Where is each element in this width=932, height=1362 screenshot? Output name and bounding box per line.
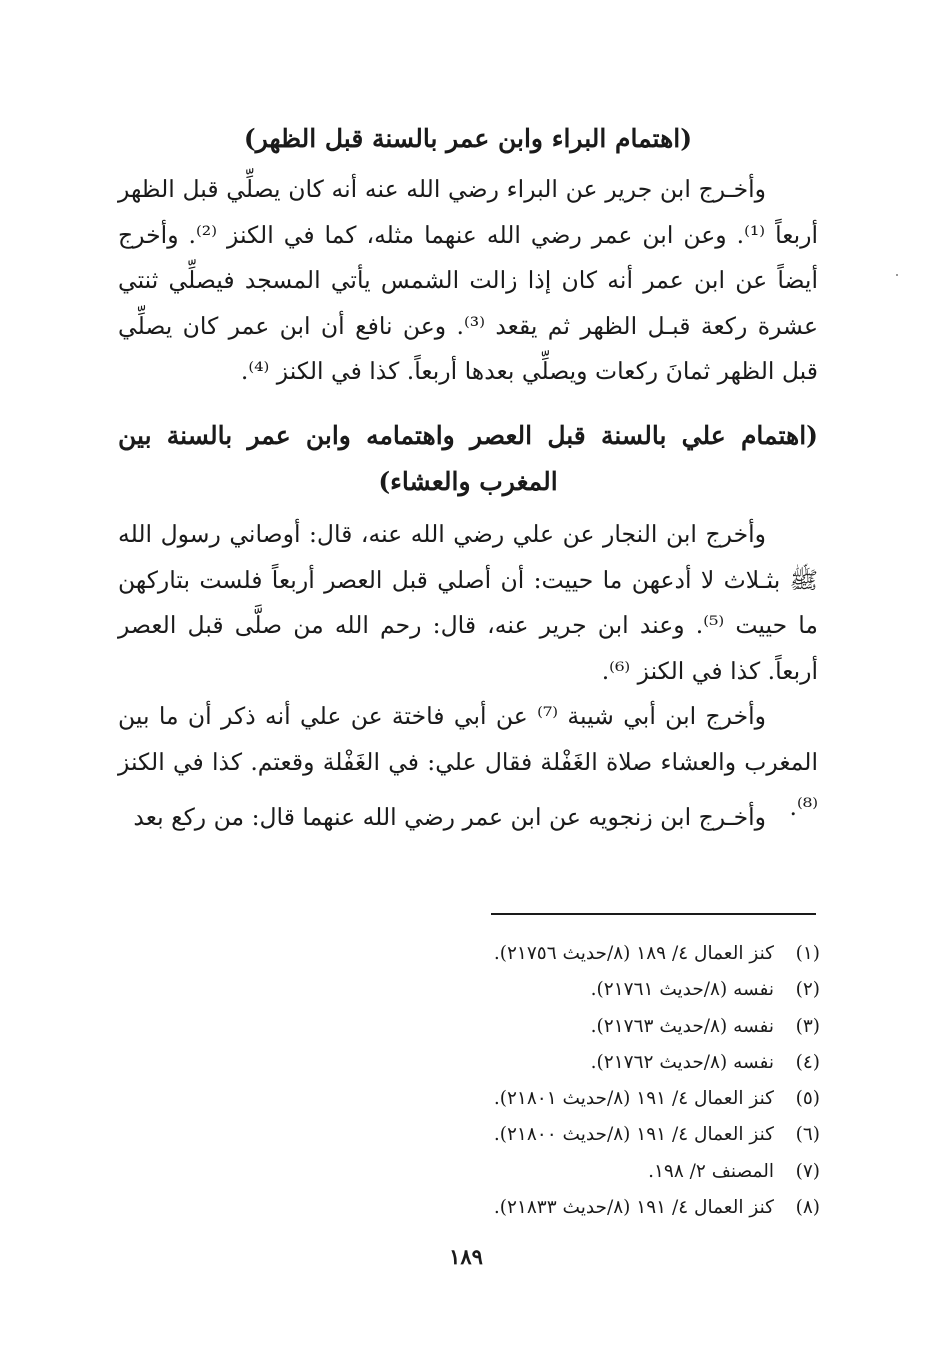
paragraph-4-block: [118, 795, 818, 841]
footnote-text: نفسه (٨/حديث ٢١٧٦١).: [590, 979, 774, 1001]
footnote-number: (٥): [795, 1088, 820, 1110]
footnote-number: (٢): [795, 979, 820, 1001]
section-heading-1: (اهتمام البراء وابن عمر بالسنة قبل الظهر): [243, 124, 693, 153]
footnote-text: كنز العمال ٤/ ١٩١ (٨/حديث ٢١٨٠١).: [493, 1088, 774, 1110]
paragraph: وأخرج ابن أبي شيبة ⁽⁷⁾ عن أبي فاختة عن علي أنه ذكر أن ما بين المغرب والعشاء صلاة الغَفْلة فقال علي: في الغَفْلة وقعتم. كذا في الكنز ⁽⁸⁾.: [118, 702, 818, 821]
footnote-text: كنز العمال ٤/ ١٨٩ (٨/حديث ٢١٧٥٦).: [493, 943, 774, 964]
footnote-item: [300, 1045, 820, 1081]
footnote-item: [300, 936, 820, 972]
paragraph: وأخـرج ابن زنجويه عن ابن عمر رضي الله عنهما قال: من ركع بعد: [133, 803, 766, 831]
footnote-text: المصنف ٢/ ١٩٨.: [648, 1160, 774, 1182]
footnote-number: (٦): [795, 1124, 820, 1146]
footnote-separator: [491, 913, 816, 915]
paragraph-2-block: [118, 512, 818, 694]
footnote-number: (٧): [795, 1160, 820, 1182]
footnote-number: (١): [795, 943, 820, 964]
section-heading-2: (اهتمام علي بالسنة قبل العصر واهتمامه وابن عمر بالسنة بين المغرب والعشاء): [118, 421, 818, 496]
footnote-text: كنز العمال ٤/ ١٩١ (٨/حديث ٢١٨٣٣).: [493, 1197, 774, 1219]
paragraph-1-block: [118, 167, 818, 395]
footnote-item: [300, 1190, 820, 1226]
paragraph: وأخرج ابن النجار عن علي رضي الله عنه، قال: أوصاني رسول الله ﷺ بثـلاث لا أدعهن ما حييت: أن أصلي قبل العصر أربعاً فلست بتاركهن ما حييت ⁽⁵⁾. وعند ابن جرير عنه، قال: رحم الله من صلَّى قبل العصر أربعاً. كذا في الكنز ⁽⁶⁾.: [118, 520, 818, 685]
footnote-number: (٣): [795, 1015, 820, 1037]
footnote-item: [300, 1009, 820, 1045]
page-number: ١٨٩: [449, 1244, 483, 1269]
footnote-text: نفسه (٨/حديث ٢١٧٦٣).: [590, 1015, 774, 1037]
paragraph: وأخـرج ابن جرير عن البراء رضي الله عنه أنه كان يصلِّي قبل الظهر أربعاً ⁽¹⁾. وعن ابن عمر رضي الله عنهما مثله، كما في الكنز ⁽²⁾. وأخرج أيضاً عن ابن عمر أنه كان إذا زالت الشمس يأتي المسجد فيصلِّي ثنتي عشرة ركعة قبـل الظهر ثم يقعد ⁽³⁾. وعن نافع أن ابن عمر كان يصلِّي قبل الظهر ثمانَ ركعات ويصلِّي بعدها أربعاً. كذا في الكنز ⁽⁴⁾.: [118, 175, 818, 385]
scan-speck: [896, 274, 898, 276]
footnote-item: [300, 1154, 820, 1190]
footnote-item: [300, 1117, 820, 1153]
footnote-text: نفسه (٨/حديث ٢١٧٦٢).: [590, 1051, 774, 1073]
footnote-text: كنز العمال ٤/ ١٩١ (٨/حديث ٢١٨٠٠).: [493, 1124, 774, 1146]
footnote-number: (٤): [795, 1051, 820, 1073]
footnote-item: [300, 972, 820, 1008]
footnotes-list: [300, 936, 820, 1226]
footnote-item: [300, 1081, 820, 1117]
footnote-number: (٨): [795, 1197, 820, 1219]
